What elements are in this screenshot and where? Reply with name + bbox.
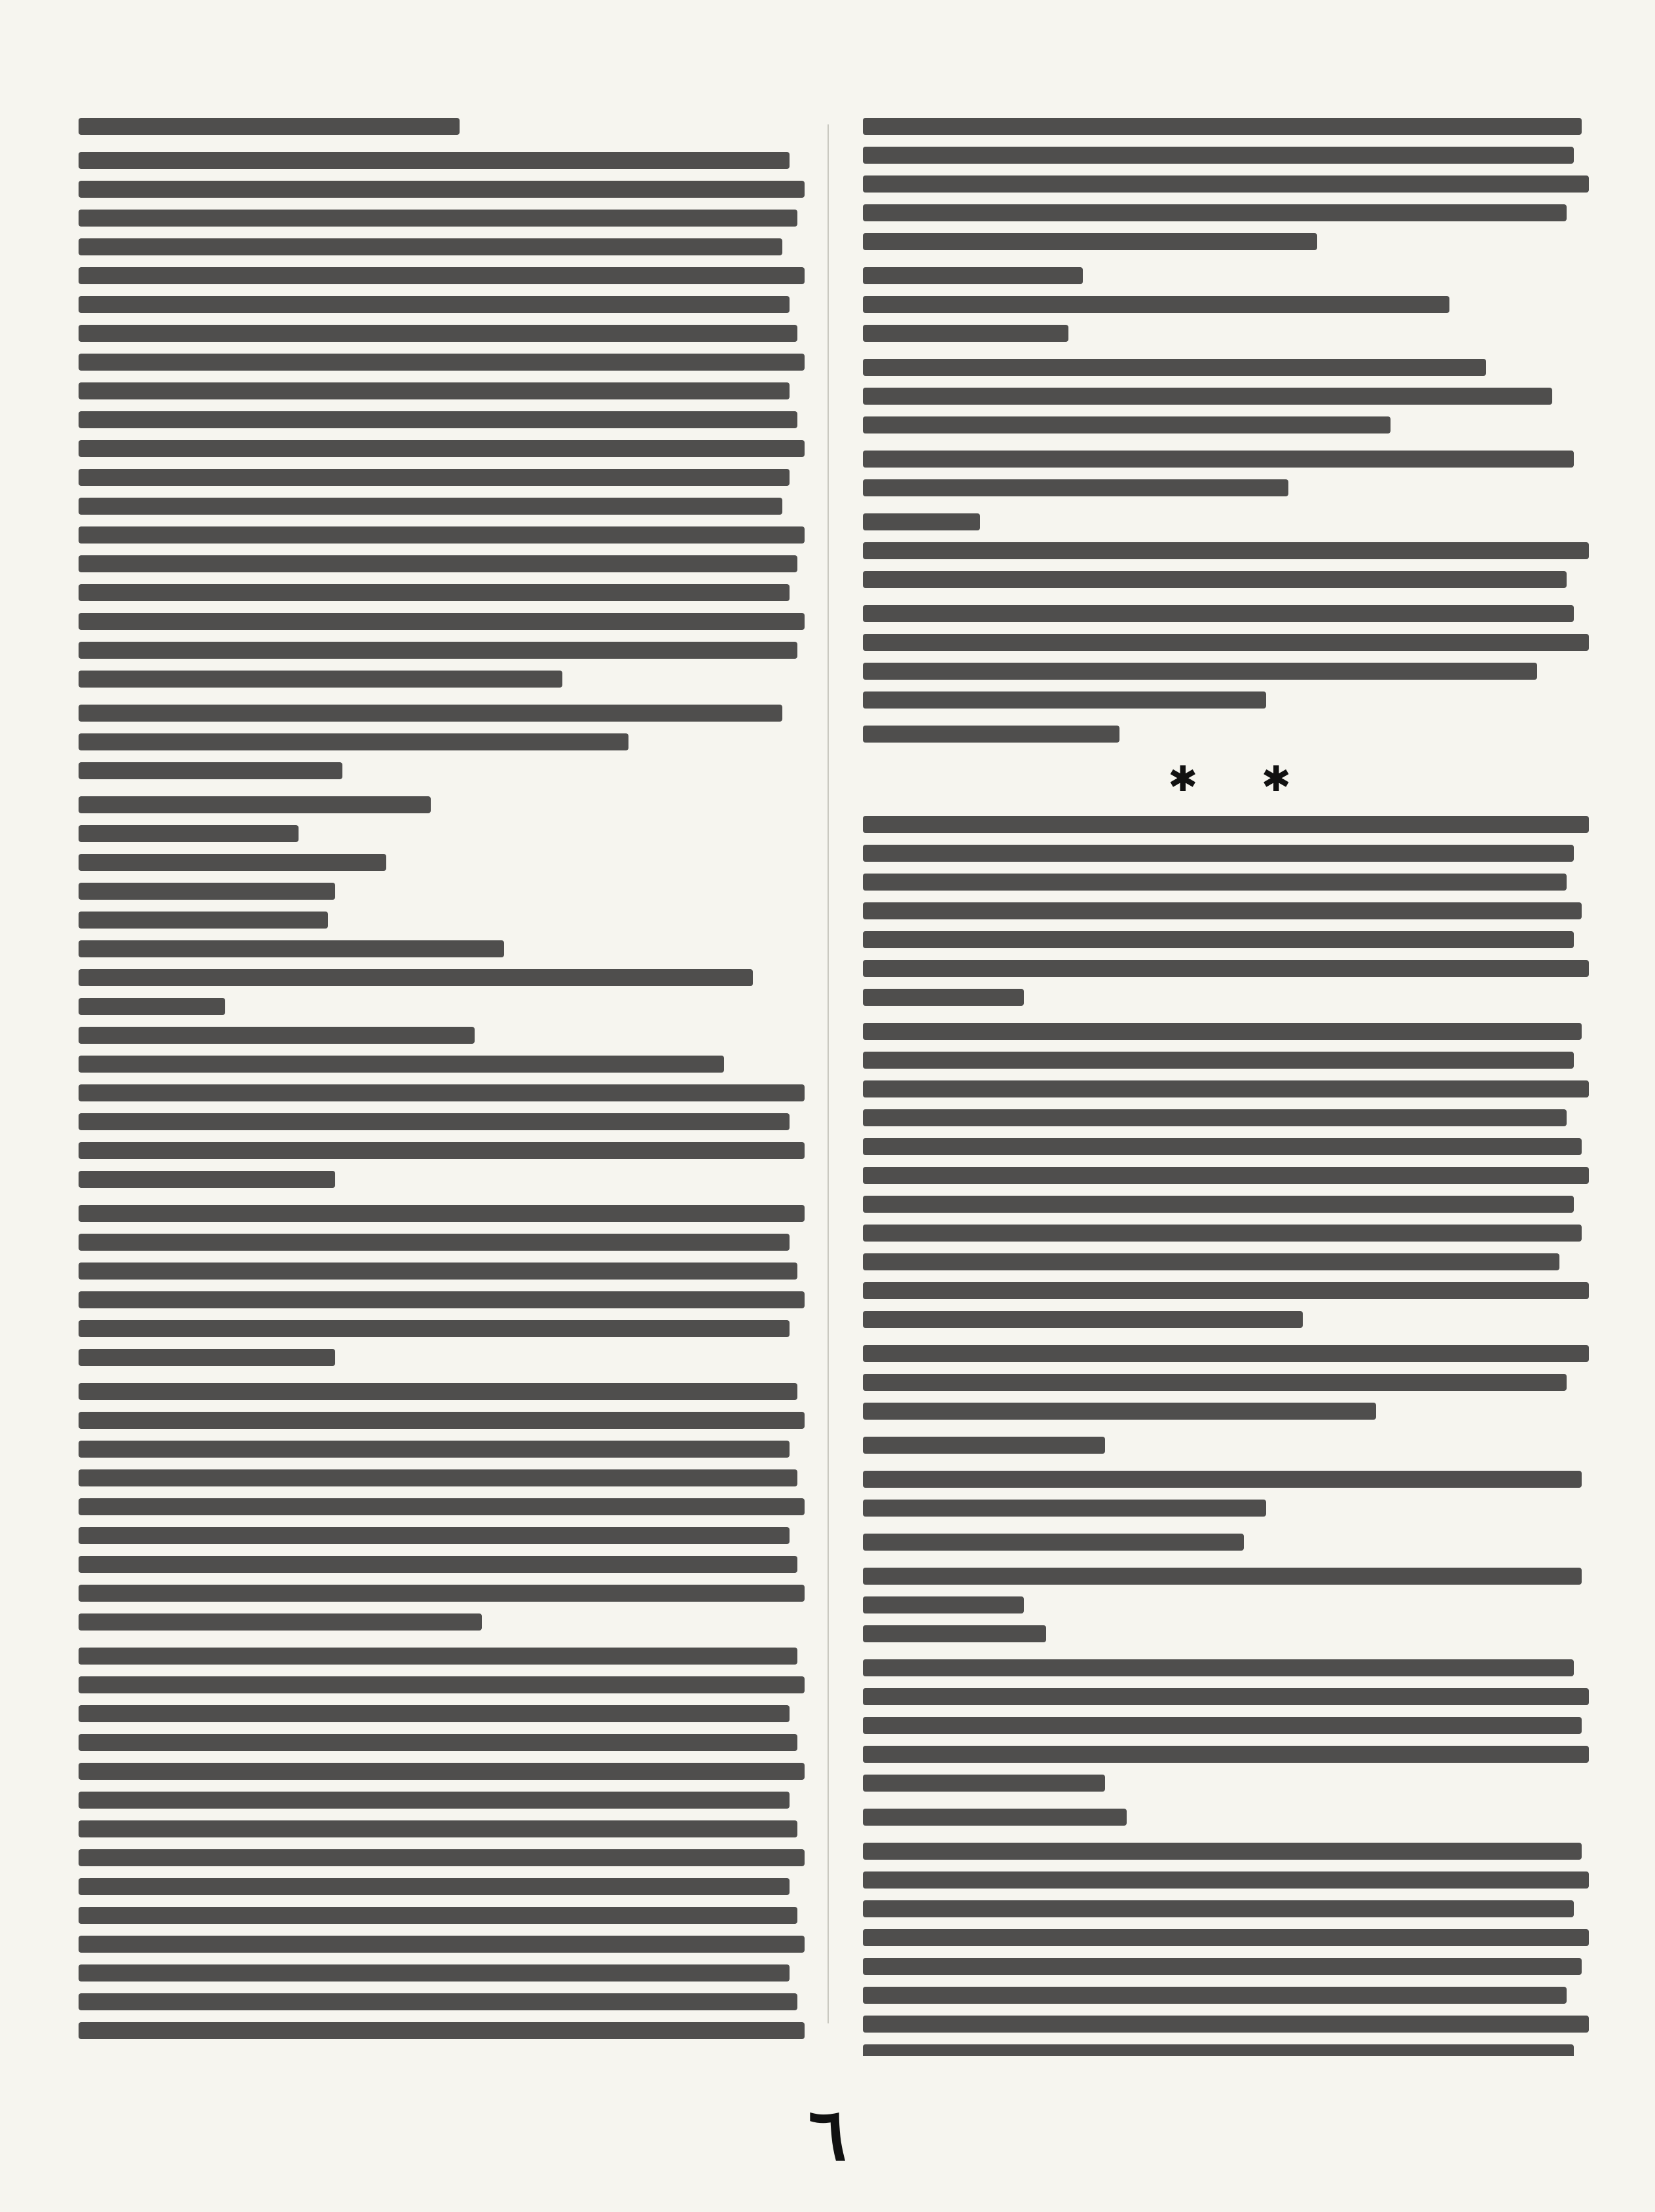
paragraph-placeholder (863, 1659, 1596, 1792)
text-line-placeholder (79, 1820, 797, 1837)
text-line-placeholder (79, 210, 797, 227)
text-line-placeholder (863, 726, 1119, 743)
text-line-placeholder (863, 1534, 1244, 1551)
text-line-placeholder (79, 1613, 482, 1631)
column-divider (828, 124, 829, 2023)
paragraph-placeholder (79, 1648, 812, 2039)
text-line-placeholder (79, 354, 805, 371)
text-line-placeholder (79, 796, 431, 813)
text-line-placeholder (79, 762, 342, 779)
text-line-placeholder (79, 440, 805, 457)
text-line-placeholder (863, 2044, 1574, 2056)
text-line-placeholder (79, 1084, 805, 1101)
text-line-placeholder (79, 1205, 805, 1222)
text-line-placeholder (79, 1556, 797, 1573)
text-line-placeholder (863, 1596, 1024, 1613)
right-text-column (863, 118, 1596, 2056)
text-line-placeholder (863, 233, 1317, 250)
text-line-placeholder (79, 1469, 797, 1486)
paragraph-placeholder (863, 605, 1596, 709)
text-line-placeholder (79, 238, 782, 255)
text-line-placeholder (863, 1437, 1105, 1454)
text-line-placeholder (863, 325, 1068, 342)
text-line-placeholder (863, 1403, 1376, 1420)
text-line-placeholder (863, 1023, 1582, 1040)
text-line-placeholder (79, 1993, 797, 2010)
text-line-placeholder (863, 1987, 1567, 2004)
text-line-placeholder (79, 1907, 797, 1924)
text-line-placeholder (863, 816, 1589, 833)
text-line-placeholder (863, 1225, 1582, 1242)
text-line-placeholder (79, 1320, 790, 1337)
text-line-placeholder (79, 1763, 805, 1780)
text-line-placeholder (79, 912, 328, 929)
paragraph-placeholder (79, 705, 812, 779)
text-line-placeholder (863, 1659, 1574, 1676)
section-separator: ✱ ✱ (1168, 758, 1317, 800)
text-line-placeholder (79, 1964, 790, 1982)
paragraph-placeholder (863, 359, 1596, 433)
text-line-placeholder (79, 1734, 797, 1751)
text-line-placeholder (863, 1282, 1589, 1299)
text-line-placeholder (863, 1109, 1567, 1126)
text-line-placeholder (79, 1142, 805, 1159)
text-line-placeholder (863, 451, 1574, 468)
paragraph-placeholder (79, 1205, 812, 1366)
text-line-placeholder (79, 1498, 805, 1515)
paragraph-placeholder (863, 1023, 1596, 1328)
text-line-placeholder (863, 634, 1589, 651)
text-line-placeholder (863, 691, 1266, 709)
text-line-placeholder (863, 1253, 1559, 1270)
text-line-placeholder (79, 1171, 335, 1188)
text-line-placeholder (863, 1345, 1589, 1362)
text-line-placeholder (79, 526, 805, 544)
paragraph-placeholder (863, 1568, 1596, 1642)
text-line-placeholder (863, 296, 1449, 313)
text-line-placeholder (863, 542, 1589, 559)
text-line-placeholder (863, 147, 1574, 164)
text-line-placeholder (863, 1196, 1574, 1213)
text-line-placeholder (79, 118, 460, 135)
text-line-placeholder (79, 498, 782, 515)
text-line-placeholder (863, 1471, 1582, 1488)
text-line-placeholder (863, 1311, 1303, 1328)
page-number: ٦ (808, 2092, 847, 2177)
text-line-placeholder (79, 1234, 790, 1251)
text-line-placeholder (863, 1167, 1589, 1184)
paragraph-placeholder (863, 1345, 1596, 1420)
text-line-placeholder (863, 513, 980, 530)
text-line-placeholder (863, 1688, 1589, 1705)
text-line-placeholder (863, 1080, 1589, 1097)
text-line-placeholder (863, 1929, 1589, 1946)
text-line-placeholder (863, 416, 1391, 433)
text-line-placeholder (79, 854, 386, 871)
text-line-placeholder (863, 1843, 1582, 1860)
text-line-placeholder (863, 267, 1083, 284)
paragraph-placeholder (863, 1843, 1596, 2056)
text-line-placeholder (79, 1349, 335, 1366)
paragraph-placeholder (863, 816, 1596, 1006)
text-line-placeholder (863, 1871, 1589, 1889)
text-line-placeholder (79, 1585, 805, 1602)
text-line-placeholder (863, 118, 1582, 135)
paragraph-placeholder (79, 1383, 812, 1631)
text-line-placeholder (79, 411, 797, 428)
text-line-placeholder (79, 1441, 790, 1458)
text-line-placeholder (79, 1705, 790, 1722)
paragraph-placeholder (863, 1534, 1596, 1551)
text-line-placeholder (863, 359, 1486, 376)
text-line-placeholder (79, 469, 790, 486)
text-line-placeholder (79, 584, 790, 601)
text-line-placeholder (79, 642, 797, 659)
text-line-placeholder (863, 1900, 1574, 1917)
text-line-placeholder (863, 1717, 1582, 1734)
text-line-placeholder (79, 1648, 797, 1665)
text-line-placeholder (79, 382, 790, 399)
text-line-placeholder (863, 1775, 1105, 1792)
text-line-placeholder (863, 1746, 1589, 1763)
text-line-placeholder (79, 1936, 805, 1953)
text-line-placeholder (79, 883, 335, 900)
text-line-placeholder (79, 613, 805, 630)
text-line-placeholder (863, 1374, 1567, 1391)
text-line-placeholder (863, 2016, 1589, 2033)
text-line-placeholder (79, 2022, 805, 2039)
text-line-placeholder (79, 1792, 790, 1809)
text-line-placeholder (79, 1263, 797, 1280)
text-line-placeholder (79, 969, 753, 986)
paragraph-placeholder (863, 1437, 1596, 1454)
text-line-placeholder (863, 1625, 1046, 1642)
paragraph-placeholder (79, 118, 812, 135)
text-line-placeholder (79, 555, 797, 572)
text-line-placeholder (79, 152, 790, 169)
text-line-placeholder (863, 388, 1552, 405)
paragraph-placeholder (863, 118, 1596, 250)
paragraph-placeholder (863, 451, 1596, 496)
text-line-placeholder (79, 825, 299, 842)
text-line-placeholder (863, 989, 1024, 1006)
text-line-placeholder (863, 479, 1288, 496)
text-line-placeholder (863, 931, 1574, 948)
text-line-placeholder (863, 204, 1567, 221)
text-line-placeholder (79, 1412, 805, 1429)
text-line-placeholder (79, 1113, 790, 1130)
text-line-placeholder (79, 1383, 797, 1400)
paragraph-placeholder (79, 152, 812, 688)
text-line-placeholder (863, 902, 1582, 919)
paragraph-placeholder (79, 796, 812, 1188)
text-line-placeholder (863, 845, 1574, 862)
text-line-placeholder (79, 1291, 805, 1308)
paragraph-placeholder (863, 1809, 1596, 1826)
paragraph-placeholder (863, 267, 1596, 342)
text-line-placeholder (863, 960, 1589, 977)
text-line-placeholder (79, 705, 782, 722)
text-line-placeholder (79, 940, 504, 957)
text-line-placeholder (79, 267, 805, 284)
text-line-placeholder (863, 1809, 1127, 1826)
text-line-placeholder (863, 874, 1567, 891)
text-line-placeholder (79, 181, 805, 198)
text-line-placeholder (863, 1958, 1582, 1975)
text-line-placeholder (79, 1527, 790, 1544)
paragraph-placeholder (863, 513, 1596, 588)
paragraph-placeholder (863, 726, 1596, 743)
text-line-placeholder (863, 175, 1589, 193)
text-line-placeholder (863, 571, 1567, 588)
text-line-placeholder (863, 1138, 1582, 1155)
text-line-placeholder (79, 1027, 475, 1044)
text-line-placeholder (79, 325, 797, 342)
text-line-placeholder (863, 605, 1574, 622)
paragraph-placeholder (863, 1471, 1596, 1517)
text-line-placeholder (79, 671, 562, 688)
text-line-placeholder (79, 1849, 805, 1866)
left-text-column (79, 118, 812, 2056)
text-line-placeholder (79, 1056, 724, 1073)
text-line-placeholder (863, 1052, 1574, 1069)
text-line-placeholder (863, 663, 1537, 680)
text-line-placeholder (863, 1568, 1582, 1585)
text-line-placeholder (79, 998, 225, 1015)
text-line-placeholder (79, 1676, 805, 1693)
text-line-placeholder (863, 1500, 1266, 1517)
text-line-placeholder (79, 733, 628, 750)
text-line-placeholder (79, 296, 790, 313)
text-line-placeholder (79, 1878, 790, 1895)
